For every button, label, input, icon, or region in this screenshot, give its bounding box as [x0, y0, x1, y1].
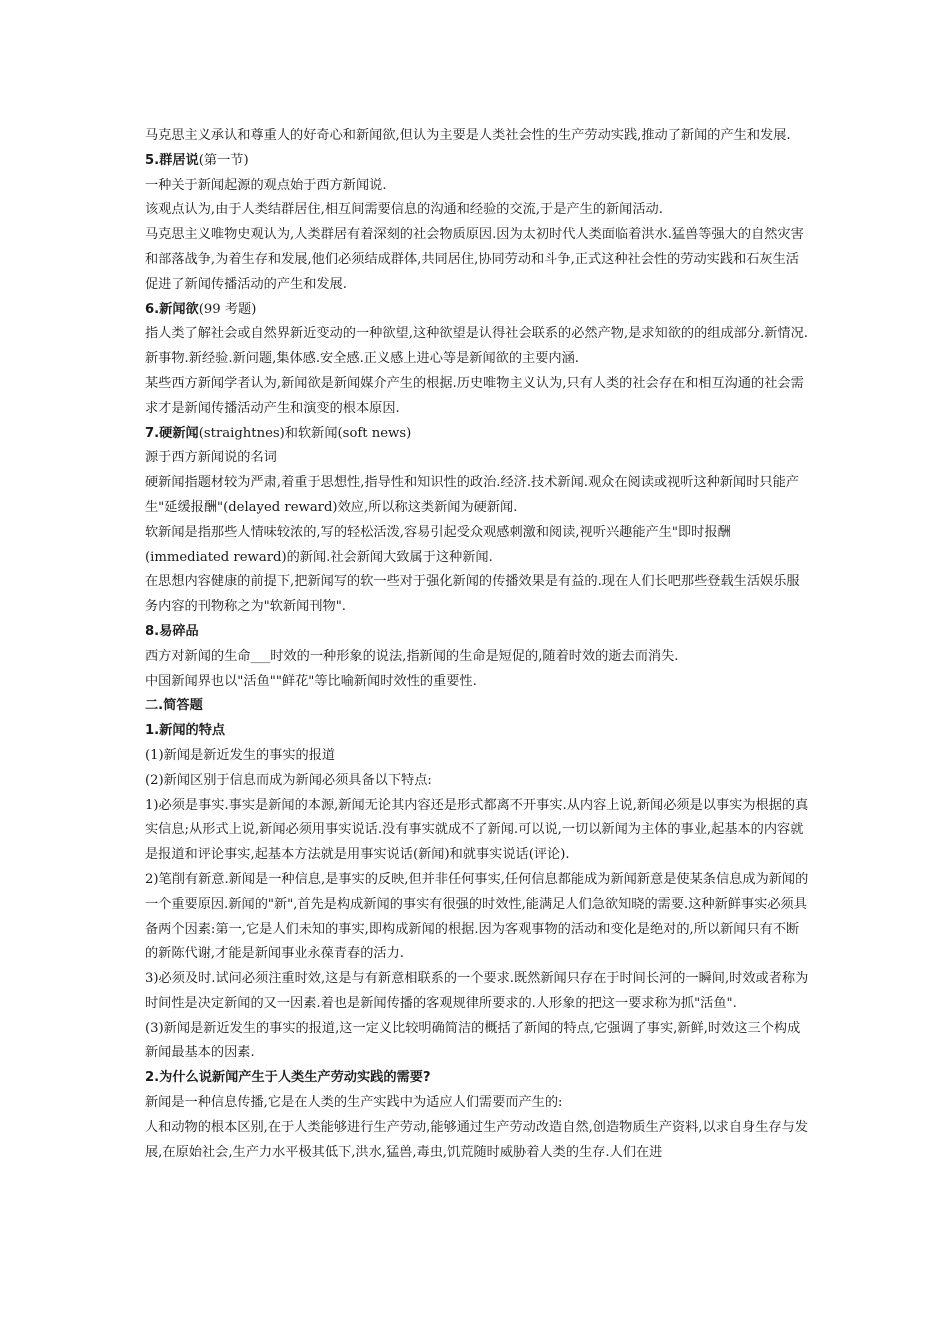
body-paragraph	[145, 670, 810, 695]
paragraph-text: 在思想内容健康的前提下,把新闻写的软一些对于强化新闻的传播效果是有益的.现在人们长吧那些登载生活娱乐服务内容的刊物称之为"软新闻刊物".	[145, 574, 800, 615]
heading-text: 6.新闻欲	[145, 301, 199, 317]
body-paragraph	[145, 372, 810, 422]
body-paragraph	[145, 198, 810, 223]
body-paragraph	[145, 1116, 810, 1166]
heading-text: 5.群居说	[145, 152, 199, 168]
paragraph-text: 3)必须及时.试问必须注重时效,这是与有新意相联系的一个要求.既然新闻只存在于时间长河的一瞬间,时效或者称为时间性是决定新闻的又一因素.着也是新闻传播的客观规律所要求的.人形象的把这一要求称为抓"活鱼".	[145, 971, 809, 1011]
heading-text: 2.为什么说新闻产生于人类生产劳动实践的需要?	[145, 1070, 431, 1086]
section-heading	[145, 719, 810, 744]
body-paragraph	[145, 868, 810, 967]
heading-text: 8.易碎品	[145, 623, 199, 639]
paragraph-text: 软新闻是指那些人情味较浓的,写的轻松活泼,容易引起受众观感刺激和阅读,视听兴趣能产生"即时报酬(immediated reward)的新闻.社会新闻大致属于这种新闻.	[145, 524, 731, 565]
body-paragraph	[145, 471, 810, 521]
paragraph-text: (3)新闻是新近发生的事实的报道,这一定义比较明确简洁的概括了新闻的特点,它强调了事实,新鲜,时效这三个构成新闻最基本的因素.	[145, 1020, 801, 1061]
body-paragraph	[145, 446, 810, 471]
document-page	[145, 124, 810, 1165]
paragraph-text: 马克思主义承认和尊重人的好奇心和新闻欲,但认为主要是人类社会性的生产劳动实践,推动了新闻的产生和发展.	[145, 128, 791, 143]
section-heading	[145, 149, 810, 174]
section-heading	[145, 620, 810, 645]
paragraph-text: 某些西方新闻学者认为,新闻欲是新闻媒介产生的根据.历史唯物主义认为,只有人类的社会存在和相互沟通的社会需求才是新闻传播活动产生和演变的根本原因.	[145, 375, 804, 416]
paragraph-text: 2)笔削有新意.新闻是一种信息,是事实的反映,但并非任何事实,任何信息都能成为新闻新意是使某条信息成为新闻的一个重要原因.新闻的"新",首先是构成新闻的事实有很强的时效性,能满足人们急欲知晓的需要.这种新鲜事实必须具备两个因素:第一,它是人们未知的事实,即构成新闻的根据.因为客观事物的活动和变化是绝对的,所以新闻只有不断的新陈代谢,才能是新闻事业永葆青春的活力.	[145, 871, 809, 962]
body-paragraph	[145, 322, 810, 372]
body-paragraph	[145, 521, 810, 571]
heading-text: 1.新闻的特点	[145, 723, 226, 739]
body-paragraph	[145, 570, 810, 620]
heading-text: 7.硬新闻	[145, 425, 199, 441]
paragraph-text: 西方对新闻的生命___时效的一种形象的说法,指新闻的生命是短促的,随着时效的逝去而消失.	[145, 648, 679, 664]
heading-note: (99 考题)	[198, 301, 257, 317]
paragraph-text: 1)必须是事实.事实是新闻的本源,新闻无论其内容还是形式都离不开事实.从内容上说,新闻必须是以事实为根据的真实信息;从形式上说,新闻必须用事实说话.没有事实就成不了新闻.可以说,一切以新闻为主体的事业,起基本的内容就是报道和评论事实,起基本方法就是用事实说话(新闻)和就事实说话(评论).	[145, 797, 809, 863]
paragraph-text: 新闻是一种信息传播,它是在人类的生产实践中为适应人们需要而产生的:	[145, 1095, 563, 1111]
heading-note: (第一节)	[198, 152, 249, 168]
body-paragraph	[145, 1091, 810, 1116]
paragraph-text: 中国新闻界也以"活鱼""鲜花"等比喻新闻时效性的重要性.	[145, 673, 477, 689]
body-paragraph	[145, 769, 810, 794]
heading-note: (straightnes)和软新闻(soft news)	[198, 425, 412, 441]
section-heading	[145, 1066, 810, 1091]
body-paragraph	[145, 744, 810, 769]
body-paragraph	[145, 967, 810, 1017]
paragraph-text: 马克思主义唯物史观认为,人类群居有着深刻的社会物质原因.因为太初时代人类面临着洪水.猛兽等强大的自然灾害和部落战争,为着生存和发展,他们必须结成群体,共同居住,协同劳动和斗争,正式这种社会性的劳动实践和石灰生活促进了新闻传播活动的产生和发展.	[145, 227, 804, 292]
paragraph-text: 指人类了解社会或自然界新近变动的一种欲望,这种欲望是认得社会联系的必然产物,是求知欲的的组成部分.新情况.新事物.新经验.新问题,集体感.安全感.正义感上进心等是新闻欲的主要内涵.	[145, 326, 808, 367]
body-paragraph	[145, 645, 810, 670]
paragraph-text: 源于西方新闻说的名词	[145, 450, 277, 466]
body-paragraph	[145, 124, 810, 149]
paragraph-text: (2)新闻区别于信息而成为新闻必须具备以下特点:	[145, 772, 432, 788]
section-heading	[145, 298, 810, 323]
section-heading	[145, 694, 810, 719]
body-paragraph	[145, 223, 810, 297]
body-paragraph	[145, 794, 810, 868]
body-paragraph	[145, 1017, 810, 1067]
paragraph-text: 人和动物的根本区别,在于人类能够进行生产劳动,能够通过生产劳动改造自然,创造物质生产资料,以求自身生存与发展,在原始社会,生产力水平极其低下,洪水,猛兽,毒虫,饥荒随时威胁着人类的生存.人们在进	[145, 1119, 808, 1160]
paragraph-text: 硬新闻指题材较为严肃,着重于思想性,指导性和知识性的政治.经济.技术新闻.观众在阅读或视听这种新闻时只能产生"延缓报酬"(delayed reward)效应,所以称这类新闻为硬新闻.	[145, 475, 799, 515]
heading-text: 二.简答题	[145, 698, 203, 714]
section-heading	[145, 422, 810, 447]
paragraph-text: 该观点认为,由于人类结群居住,相互间需要信息的沟通和经验的交流,于是产生的新闻活动.	[145, 202, 663, 218]
body-paragraph	[145, 174, 810, 199]
paragraph-text: 一种关于新闻起源的观点始于西方新闻说.	[145, 177, 387, 193]
paragraph-text: (1)新闻是新近发生的事实的报道	[145, 747, 336, 763]
